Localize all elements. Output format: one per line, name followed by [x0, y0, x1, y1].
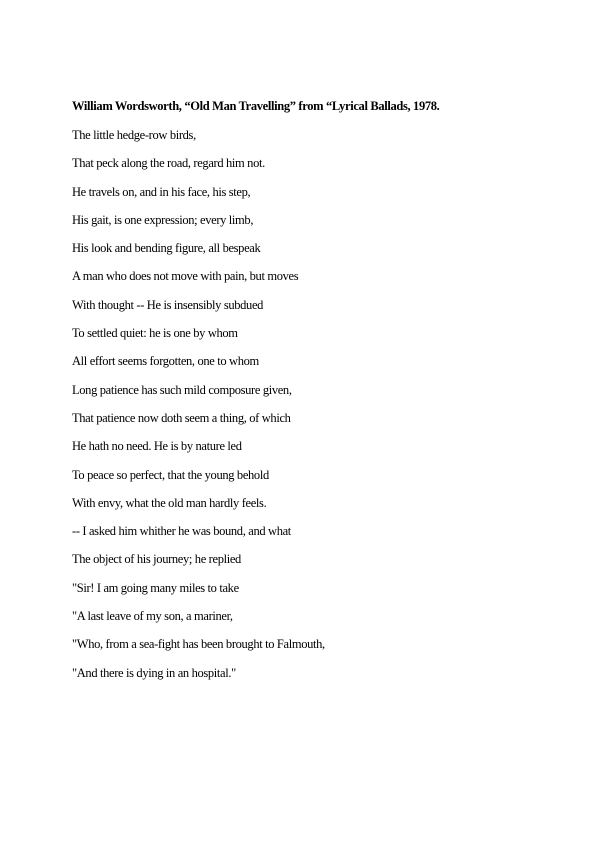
poem-text — [72, 128, 325, 694]
poem-line: His look and bending figure, all bespeak — [72, 241, 261, 256]
poem-line: His gait, is one expression; every limb, — [72, 212, 254, 227]
document-heading: William Wordsworth, “Old Man Travelling” from “Lyrical Ballads, 1978. — [72, 99, 440, 113]
poem-line: "Who, from a sea-fight has been brought to Falmouth, — [72, 637, 325, 652]
poem-line: A man who does not move with pain, but moves — [72, 269, 299, 284]
poem-line: "And there is dying in an hospital." — [72, 665, 236, 680]
poem-line: The little hedge-row birds, — [72, 128, 196, 142]
poem-line: "A last leave of my son, a mariner, — [72, 609, 233, 624]
poem-line: With thought -- He is insensibly subdued — [72, 297, 264, 312]
poem-line: To settled quiet: he is one by whom — [72, 326, 238, 341]
poem-line: Long patience has such mild composure given, — [72, 382, 292, 397]
poem-line: "Sir! I am going many miles to take — [72, 580, 239, 595]
poem-line: To peace so perfect, that the young behold — [72, 467, 269, 482]
poem-line: He hath no need. He is by nature led — [72, 439, 242, 454]
poem-line: The object of his journey; he replied — [72, 552, 241, 567]
poem-line: He travels on, and in his face, his step, — [72, 184, 251, 199]
poem-line: All effort seems forgotten, one to whom — [72, 354, 259, 369]
poem-line: -- I asked him whither he was bound, and what — [72, 524, 291, 539]
poem-line: That patience now doth seem a thing, of which — [72, 410, 291, 425]
poem-line: That peck along the road, regard him not. — [72, 156, 265, 171]
poem-line: With envy, what the old man hardly feels. — [72, 495, 267, 510]
